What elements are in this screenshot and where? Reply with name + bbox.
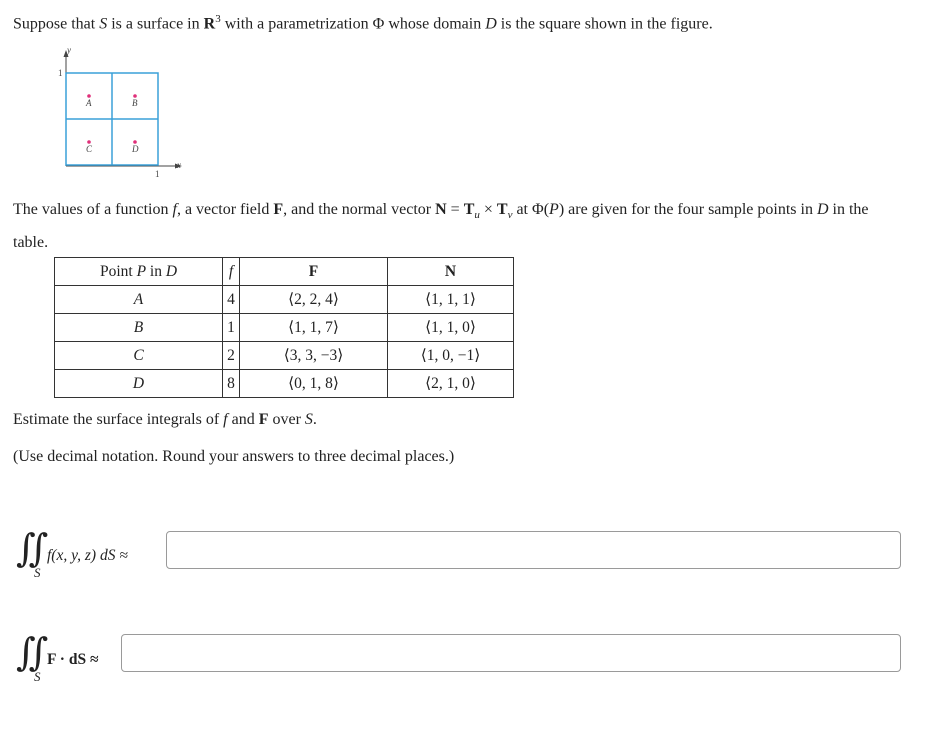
math-F: F [258, 411, 269, 428]
values-text: at [512, 201, 532, 218]
estimate-text: and [227, 411, 259, 428]
integrand-f: f(x, y, z) dS ≈ [47, 547, 128, 564]
cell-point: D [55, 370, 223, 398]
intro-text: is a surface in [107, 15, 204, 33]
values-text: are given for the four sample points in [564, 201, 817, 218]
x-axis-label: x [177, 160, 181, 170]
estimate-instruction [13, 411, 317, 429]
math-sub-u: u [474, 209, 480, 222]
cell-f: 2 [223, 342, 240, 370]
sample-points-table [54, 257, 514, 398]
header-D: D [165, 262, 178, 280]
integral-F-answer-input[interactable] [121, 634, 901, 672]
cell-N: ⟨1, 0, −1⟩ [388, 342, 514, 370]
math-F: F [273, 201, 284, 218]
integral-f-answer-input[interactable] [166, 531, 901, 569]
header-N: N [388, 258, 514, 286]
cell-point: C [55, 342, 223, 370]
estimate-text: . [312, 411, 317, 428]
math-T: T [463, 201, 475, 218]
header-text: in [146, 262, 166, 280]
math-Phi: Φ( [532, 201, 550, 218]
table-header-row [55, 258, 514, 286]
math-times: × [479, 201, 497, 218]
double-integral-symbol: ∬ [16, 632, 37, 674]
table-row [55, 286, 514, 314]
header-F: F [240, 258, 388, 286]
header-point [55, 258, 223, 286]
math-S: S [99, 15, 108, 33]
table-row [55, 370, 514, 398]
cell-f: 8 [223, 370, 240, 398]
header-text: Point [99, 262, 137, 280]
cell-F: ⟨3, 3, −3⟩ [240, 342, 388, 370]
y-tick-label: 1 [58, 68, 63, 78]
values-text: , and the normal vector [283, 201, 436, 218]
integral-subscript: S [34, 565, 41, 580]
math-T: T [496, 201, 508, 218]
integrand-rest: · dS ≈ [55, 651, 99, 668]
cell-F: ⟨1, 1, 7⟩ [240, 314, 388, 342]
point-C-label: C [86, 144, 93, 154]
math-D: D [816, 201, 829, 218]
math-N: N [435, 201, 447, 218]
point-A-label: A [86, 98, 92, 108]
estimate-text: over [268, 411, 305, 428]
cell-f: 1 [223, 314, 240, 342]
math-F: F [47, 651, 56, 668]
header-P: P [136, 262, 147, 280]
cell-F: ⟨0, 1, 8⟩ [240, 370, 388, 398]
intro-text: with a parametrization [220, 15, 373, 33]
math-f: f [172, 201, 177, 218]
math-f: f [223, 411, 228, 428]
point-D-label: D [132, 144, 139, 154]
cell-N: ⟨1, 1, 1⟩ [388, 286, 514, 314]
y-axis-label: y [67, 45, 71, 55]
point-B-label: B [132, 98, 138, 108]
math-P: P [549, 201, 559, 218]
math-eq: = [446, 201, 464, 218]
problem-intro [13, 8, 713, 35]
values-text: , a vector field [176, 201, 274, 218]
estimate-text: Estimate the surface integrals of [13, 411, 224, 428]
math-Phi: Φ [372, 15, 385, 33]
cell-point: A [55, 286, 223, 314]
cell-N: ⟨1, 1, 0⟩ [388, 314, 514, 342]
integrand-F [47, 651, 98, 669]
math-D: D [485, 15, 497, 33]
cell-point: B [55, 314, 223, 342]
intro-text: is the square shown in the figure. [496, 15, 713, 33]
intro-text: Suppose that [13, 15, 100, 33]
math-S: S [304, 411, 313, 428]
math-sub-v: v [507, 209, 513, 222]
header-f: f [223, 258, 240, 286]
math-paren: ) [558, 201, 565, 218]
values-description [13, 196, 883, 256]
cell-N: ⟨2, 1, 0⟩ [388, 370, 514, 398]
cell-f: 4 [223, 286, 240, 314]
intro-text: whose domain [384, 15, 486, 33]
values-text: in the table. [13, 201, 869, 252]
x-tick-label: 1 [155, 169, 160, 179]
integral-subscript: S [34, 669, 41, 684]
table-row [55, 342, 514, 370]
domain-figure [50, 44, 200, 179]
math-R: R [203, 15, 216, 33]
rounding-note: (Use decimal notation. Round your answers to three decimal places.) [13, 448, 455, 465]
cell-F: ⟨2, 2, 4⟩ [240, 286, 388, 314]
math-exponent: 3 [215, 13, 221, 25]
double-integral-symbol: ∬ [16, 528, 37, 570]
values-text: The values of a function [13, 201, 173, 218]
table-row [55, 314, 514, 342]
